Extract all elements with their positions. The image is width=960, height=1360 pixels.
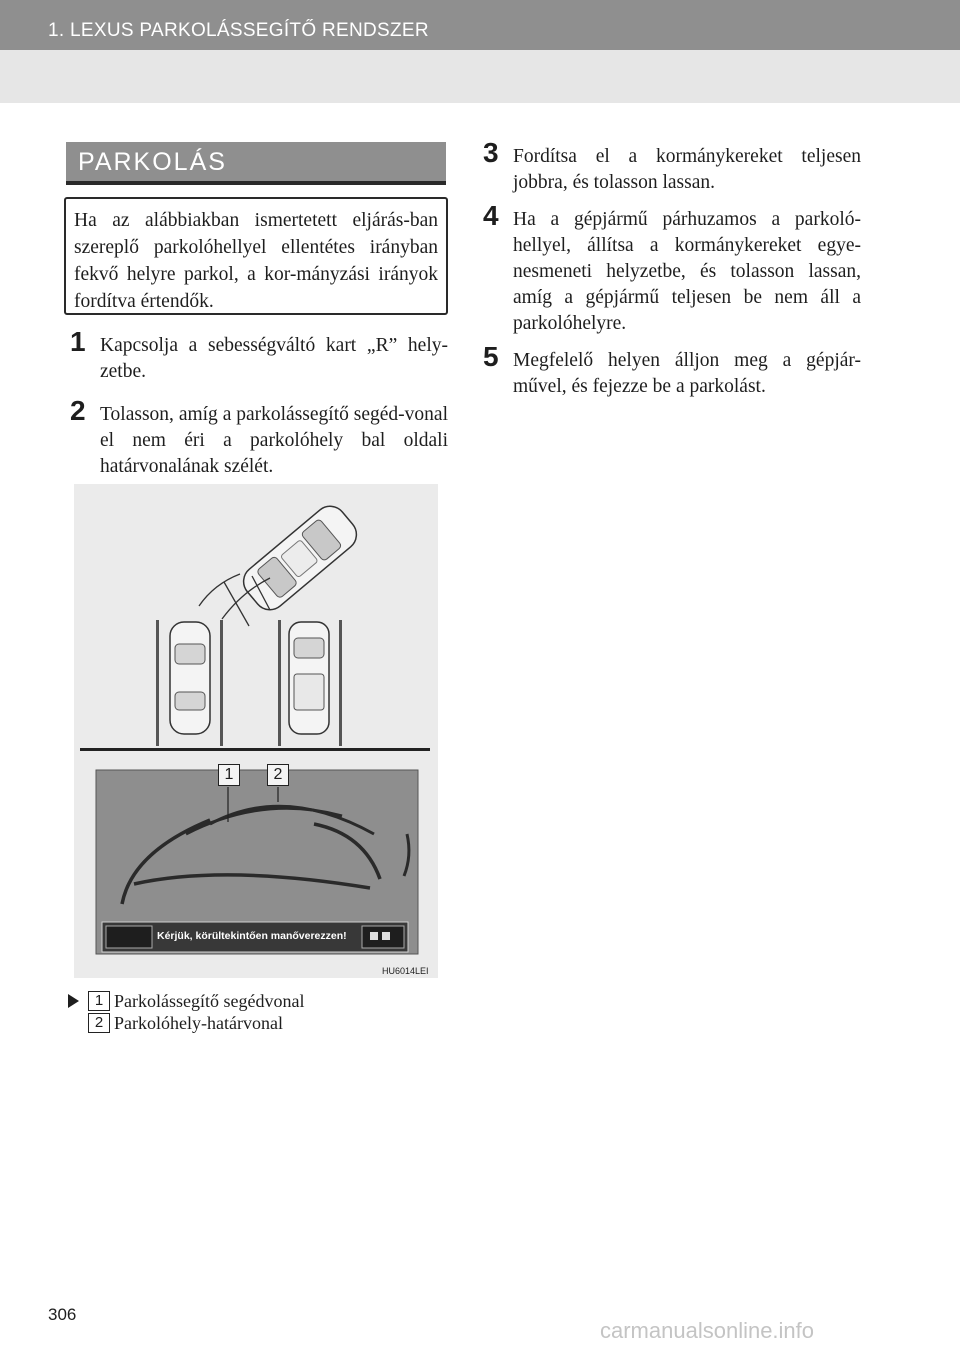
camera-mode-icon <box>370 932 378 940</box>
camera-mode-icon <box>382 932 390 940</box>
arrow-right-icon <box>68 994 79 1008</box>
step-number: 5 <box>483 341 499 372</box>
parking-line <box>220 620 223 746</box>
parking-illustration <box>74 484 438 978</box>
step-number: 4 <box>483 200 499 231</box>
callout-2: 2 <box>267 764 289 786</box>
step-4 <box>483 200 861 337</box>
legend-badge: 1 <box>88 991 110 1011</box>
step-3 <box>483 137 861 196</box>
step-2 <box>70 395 448 480</box>
parked-car-left-icon <box>170 622 210 734</box>
note-text: Ha az alábbiakban ismertetett eljárás-ban szereplő parkolóhellyel ellentétes irányban fekvő helyre parkol, a kor-mányzási irányok fordítva értendők. <box>74 210 438 312</box>
parked-car-right-icon <box>289 622 329 734</box>
page-number: 306 <box>48 1305 77 1324</box>
figure-divider <box>80 748 430 751</box>
callout-1: 1 <box>218 764 240 786</box>
step-text: Megfelelő helyen álljon meg a gépjár-művel, és fejezze be a parkolást. <box>513 350 861 397</box>
step-text: Kapcsolja a sebességváltó kart „R” hely-zetbe. <box>100 335 448 382</box>
parking-line <box>278 620 281 746</box>
step-number: 1 <box>70 326 86 357</box>
section-heading <box>66 142 446 185</box>
step-5 <box>483 341 861 400</box>
note-box <box>64 197 448 315</box>
watermark: carmanualsonline.info <box>600 1318 815 1343</box>
step-text: Tolasson, amíg a parkolássegítő segéd-vonal el nem éri a parkolóhely bal oldali határvonalának szélét. <box>100 404 448 477</box>
step-text: Ha a gépjármű párhuzamos a parkoló-hellyel, állítsa a kormánykereket egye-nesmeneti helyzetbe, és tolasson lassan, amíg a gépjármű teljesen be nem áll a parkolóhelyre. <box>513 209 861 334</box>
chapter-title: 1. LEXUS PARKOLÁSSEGÍTŐ RENDSZER <box>48 20 429 41</box>
step-number: 3 <box>483 137 499 168</box>
screen-button <box>106 926 152 948</box>
figure-code: HU6014LEI <box>382 966 429 976</box>
step-text: Fordítsa el a kormánykereket teljesen jobbra, és tolasson lassan. <box>513 146 861 193</box>
legend-label: Parkolóhely-határvonal <box>114 1013 283 1033</box>
step-number: 2 <box>70 395 86 426</box>
parking-line <box>339 620 342 746</box>
legend-label: Parkolássegítő segédvonal <box>114 991 305 1011</box>
section-title: PARKOLÁS <box>78 148 227 176</box>
header-bar <box>0 0 960 50</box>
parking-diagram-svg <box>74 484 438 978</box>
guide-arc <box>199 574 240 606</box>
step-1 <box>70 326 448 385</box>
parking-line <box>156 620 159 746</box>
screen-warning-message: Kérjük, körültekintően manőverezzen! <box>157 930 347 942</box>
header-band <box>0 50 960 103</box>
legend-badge: 2 <box>88 1013 110 1033</box>
reversing-car-icon <box>237 500 363 616</box>
